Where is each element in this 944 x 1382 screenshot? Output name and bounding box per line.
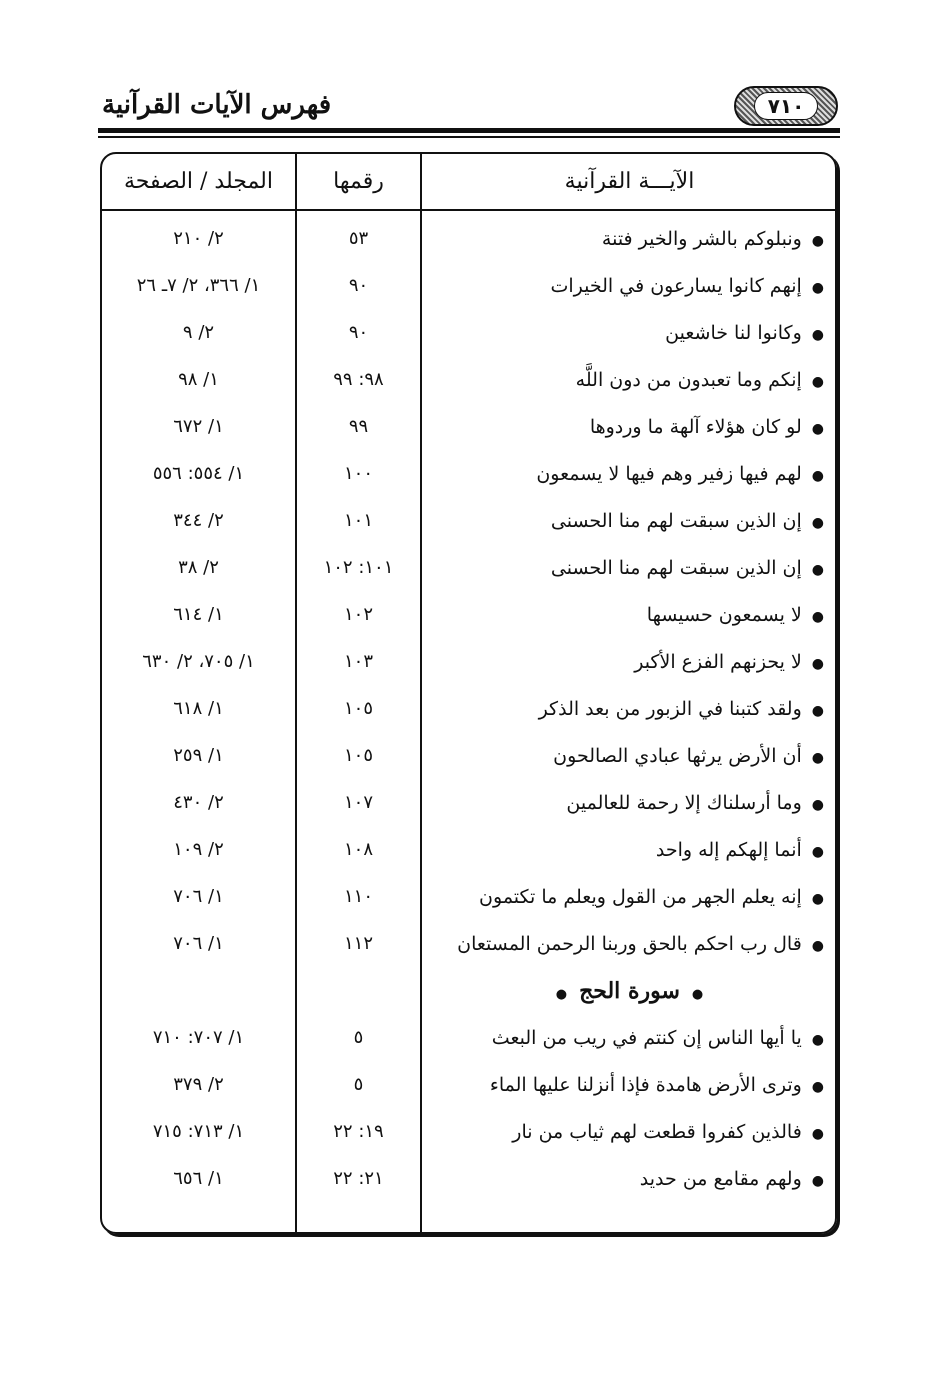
volume-page-reference: ١/ ٣٦٦، ٢/ ٧ـ ٢٦ [136, 275, 261, 296]
ayah-cell [422, 498, 824, 544]
volume-page-reference: ١/ ٧٠٧: ٧١٠ [152, 1027, 245, 1048]
ayah-cell [422, 780, 824, 826]
volume-page-reference: ٢/ ٢١٠ [173, 228, 224, 249]
ayah-cell [422, 404, 824, 450]
volume-page-reference: ١/ ٧٠٦ [173, 886, 224, 907]
ayah-cell [422, 545, 824, 591]
surah-name: سورة الحج [579, 978, 680, 1004]
ayah-number: ٢١: ٢٢ [333, 1168, 384, 1189]
table-row [102, 1109, 837, 1155]
ayah-number: ١٠٢ [343, 604, 373, 625]
ayah-number: ١٠٥ [343, 745, 373, 766]
ayah-text: لهم فيها زفير وهم فيها لا يسمعون [536, 463, 802, 485]
volume-page-reference: ١/ ٢٥٩ [173, 745, 224, 766]
ayah-number: ١٠١ [343, 510, 373, 531]
bullet-icon: ● [811, 374, 824, 390]
table-row [102, 216, 837, 262]
table-row [102, 827, 837, 873]
ayah-text: إن الذين سبقت لهم منا الحسنى [550, 557, 802, 579]
bullet-icon: ● [811, 280, 824, 296]
ayah-text: وترى الأرض هامدة فإذا أنزلنا عليها الماء [489, 1074, 802, 1096]
page-number: ٧١٠ [754, 92, 818, 120]
volume-page-reference: ١/ ٦٧٢ [173, 416, 224, 437]
bullet-icon: ● [811, 468, 824, 484]
ayah-text: يا أيها الناس إن كنتم في ريب من البعث [491, 1027, 802, 1049]
ayah-number: ١١٠ [343, 886, 373, 907]
ayah-number: ٩٩ [348, 416, 369, 437]
ayah-number: ٥ [353, 1074, 364, 1095]
volume-page-reference: ٢/ ٣٨ [178, 557, 219, 578]
table-row [102, 545, 837, 591]
page-header [98, 86, 840, 128]
ayah-number: ١٠١: ١٠٢ [323, 557, 394, 578]
ayah-text: ولهم مقامع من حديد [639, 1168, 802, 1190]
ayah-cell [422, 357, 824, 403]
page-number-badge [734, 86, 838, 126]
bullet-icon: ● [811, 1079, 824, 1095]
ayah-cell [422, 686, 824, 732]
bullet-icon: ● [811, 562, 824, 578]
ayah-text: إنه يعلم الجهر من القول ويعلم ما تكتمون [479, 886, 802, 908]
volume-page-reference: ١/ ٦١٨ [173, 698, 224, 719]
header-rule-thick [98, 128, 840, 133]
bullet-icon: ● [811, 656, 824, 672]
ayah-cell [422, 1156, 824, 1202]
volume-page-reference: ١/ ٦٥٦ [173, 1168, 224, 1189]
column-header-number: رقمها [333, 169, 384, 194]
bullet-icon: ● [555, 987, 568, 1002]
table-row [102, 874, 837, 920]
ayah-text: أن الأرض يرثها عبادي الصالحون [553, 745, 802, 767]
table-row [102, 357, 837, 403]
ayah-cell [422, 451, 824, 497]
bullet-icon: ● [811, 233, 824, 249]
ayah-cell [422, 592, 824, 638]
table-row [102, 686, 837, 732]
ayah-text: ولقد كتبنا في الزبور من بعد الذكر [538, 698, 802, 720]
table-row [102, 451, 837, 497]
ayah-cell [422, 216, 824, 262]
ayah-cell [422, 310, 824, 356]
table-row [102, 1062, 837, 1108]
bullet-icon: ● [811, 844, 824, 860]
table-row [102, 263, 837, 309]
ayah-number: ٩٨: ٩٩ [333, 369, 384, 390]
volume-page-reference: ١/ ٦١٤ [173, 604, 224, 625]
volume-page-reference: ١/ ٥٥٤: ٥٥٦ [152, 463, 245, 484]
table-row [102, 1015, 837, 1061]
ayah-number: ١٠٧ [343, 792, 373, 813]
ayah-cell [422, 263, 824, 309]
ayah-cell [422, 874, 824, 920]
ayah-number: ٥٣ [348, 228, 369, 249]
bullet-icon: ● [811, 327, 824, 343]
ayah-number: ١٠٠ [343, 463, 373, 484]
ayah-text: أنما إلهكم إله واحد [655, 839, 802, 861]
bullet-icon: ● [811, 1032, 824, 1048]
header-rule-thin [98, 136, 840, 138]
ayah-number: ٩٠ [348, 322, 369, 343]
volume-page-reference: ٢/ ١٠٩ [173, 839, 224, 860]
ayah-number: ١٠٨ [343, 839, 373, 860]
bullet-icon: ● [811, 797, 824, 813]
bullet-icon: ● [811, 421, 824, 437]
table-row [102, 404, 837, 450]
ayah-number: ٥ [353, 1027, 364, 1048]
ayah-number: ١٩: ٢٢ [333, 1121, 384, 1142]
volume-page-reference: ٢/ ٣٧٩ [173, 1074, 224, 1095]
ayah-cell [422, 733, 824, 779]
column-header-reference: المجلد / الصفحة [124, 169, 273, 194]
volume-page-reference: ١/ ٧١٣: ٧١٥ [152, 1121, 245, 1142]
bullet-icon: ● [811, 1126, 824, 1142]
table-row [102, 921, 837, 967]
volume-page-reference: ٢/ ٤٣٠ [173, 792, 224, 813]
table-row [102, 780, 837, 826]
index-title: فهرس الآيات القرآنية [102, 90, 332, 120]
table-row [102, 733, 837, 779]
ayah-text: وكانوا لنا خاشعين [665, 322, 802, 344]
ayah-cell [422, 921, 824, 967]
volume-page-reference: ١/ ٩٨ [178, 369, 219, 390]
column-header-ayah: الآيـــة القرآنية [564, 169, 695, 194]
ayah-text: وما أرسلناك إلا رحمة للعالمين [566, 792, 802, 814]
ayah-text: ونبلوكم بالشر والخير فتنة [601, 228, 802, 250]
ayah-text: فالذين كفروا قطعت لهم ثياب من نار [512, 1121, 802, 1143]
ayah-cell [422, 827, 824, 873]
table-row [102, 498, 837, 544]
table-row [102, 592, 837, 638]
table-row [102, 639, 837, 685]
volume-page-reference: ١/ ٧٠٥، ٢/ ٦٣٠ [142, 651, 255, 672]
bullet-icon: ● [691, 987, 704, 1002]
verse-index-table [100, 152, 837, 1234]
ayah-text: قال رب احكم بالحق وربنا الرحمن المستعان [457, 933, 802, 955]
ayah-number: ٩٠ [348, 275, 369, 296]
ayah-number: ١١٢ [343, 933, 373, 954]
volume-page-reference: ١/ ٧٠٦ [173, 933, 224, 954]
ayah-cell [422, 1062, 824, 1108]
ayah-cell [422, 1015, 824, 1061]
table-row [102, 310, 837, 356]
bullet-icon: ● [811, 891, 824, 907]
ayah-text: إن الذين سبقت لهم منا الحسنى [550, 510, 802, 532]
ayah-text: لو كان هؤلاء آلهة ما وردوها [589, 416, 802, 438]
ayah-number: ١٠٣ [343, 651, 373, 672]
bullet-icon: ● [811, 1173, 824, 1189]
bullet-icon: ● [811, 938, 824, 954]
ayah-cell [422, 1109, 824, 1155]
ayah-text: إنهم كانوا يسارعون في الخيرات [550, 275, 802, 297]
volume-page-reference: ٢/ ٣٤٤ [173, 510, 224, 531]
ayah-number: ١٠٥ [343, 698, 373, 719]
ayah-text: لا يسمعون حسيسها [646, 604, 802, 626]
ayah-text: إنكم وما تعبدون من دون اللَّه [575, 369, 802, 391]
bullet-icon: ● [811, 515, 824, 531]
bullet-icon: ● [811, 609, 824, 625]
ayah-text: لا يحزنهم الفزع الأكبر [634, 651, 802, 673]
ayah-cell [422, 639, 824, 685]
bullet-icon: ● [811, 750, 824, 766]
bullet-icon: ● [811, 703, 824, 719]
surah-section-title [422, 968, 837, 1014]
table-row [102, 1156, 837, 1202]
volume-page-reference: ٢/ ٩ [182, 322, 215, 343]
header-divider [102, 209, 835, 211]
